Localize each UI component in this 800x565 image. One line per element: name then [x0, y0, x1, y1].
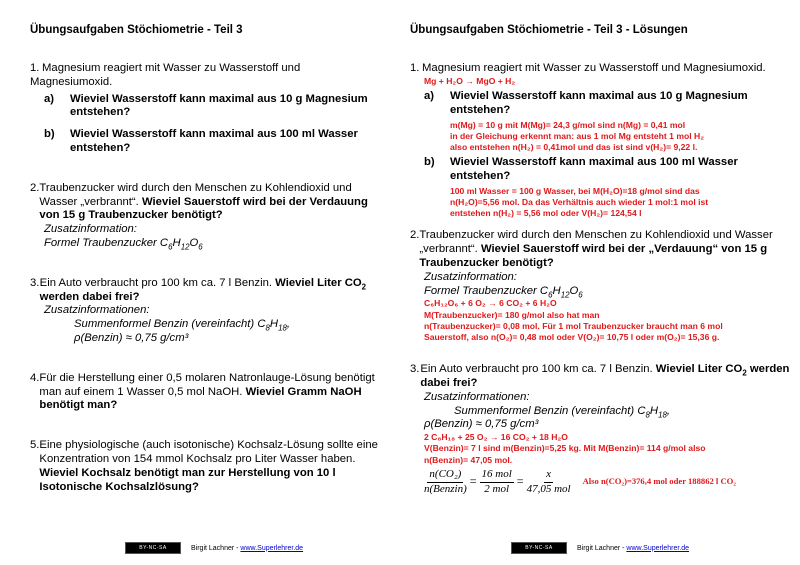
question-4: 4. Für die Herstellung einer 0,5 molaren Natronlauge-Lösung benötigt man auf einem 1 Wasser 0,5 mol NaOH. Wieviel Gramm NaOH benötigt man?: [30, 371, 375, 412]
fraction: $\frac{\text{n(CO₂)}}{\text{n(Benzin)}}$: [424, 467, 467, 495]
exercise-list: [30, 62, 385, 520]
subquestion-a: a) Wieviel Wasserstoff kann maximal aus 10 g Magnesium entstehen?: [424, 90, 748, 116]
page-title: Übungsaufgaben Stöchiometrie - Teil 3 - Lösungen: [410, 24, 688, 36]
solution-page: [400, 0, 790, 565]
subquestion-b: b) Wieviel Wasserstoff kann maximal aus 100 ml Wasser entstehen?: [44, 128, 358, 154]
question-1: 1. Magnesium reagiert mit Wasser zu Wasserstoff und Magnesiumoxid. a) Wieviel Wasserstoff kann maximal aus 10 g Magnesium entstehen? b) Wieviel Wasserstoff kann maximal aus 100 ml Wasser entstehen?: [30, 62, 385, 156]
cc-license-icon: BY-NC-SA: [125, 542, 181, 554]
subquestion-a: a) Wieviel Wasserstoff kann maximal aus 10 g Magnesium entstehen?: [44, 92, 368, 119]
question-5: 5. Eine physiologische (auch isotonische) Kochsalz-Lösung sollte eine Konzentration von 154 mmol Kochsalz pro Liter Wasser haben. Wieviel Kochsalz benötigt man zur Herstellung von 10 l Isotonische Kochsalzlösung?: [30, 439, 378, 493]
final-answer: Also n(CO₂)=376,4 mol oder 188862 l CO₂: [582, 476, 736, 487]
cc-license-icon: BY-NC-SA: [511, 542, 567, 554]
solution-3: 2 C₈H₁₈ + 25 O₂ → 16 CO₂ + 18 H₂O V(Benzin)= 7 l sind m(Benzin)=5,25 kg. Mit M(Benzin)= 114 g/mol also n(Benzin)= 47,05 mol.: [424, 432, 706, 465]
website-link[interactable]: www.Superlehrer.de: [626, 544, 690, 552]
fraction: $\frac{\text{16 mol}}{\text{2 mol}}$: [481, 467, 512, 495]
solution-b: 100 ml Wasser = 100 g Wasser, bei M(H₂O)=18 g/mol sind das n(H₂O)=5,56 mol. Da das Verhältnis auch wieder 1 mol:1 mol ist entstehen n(H₂) = 5,56 mol oder V(H₂)= 124,54 l: [450, 185, 709, 219]
solution-a: m(Mg) = 10 g mit M(Mg)= 24,3 g/mol sind n(Mg) = 0,41 mol in der Gleichung erkennt man: aus 1 mol Mg entsteht 1 mol H₂ also entstehen n(H₂) = 0,41mol und das ist sind v(H₂)= 9,22 l.: [450, 119, 705, 152]
question-1: 1. Magnesium reagiert mit Wasser zu Wasserstoff und Magnesiumoxid. Mg + H₂O → MgO + H₂ a) Wieviel Wasserstoff kann maximal aus 10 g Magnesium entstehen? m(Mg) = 10 g mit M(Mg)= 24,3 g/mol sind n(Mg) = 0,41 mol in der Gleichung erkennt man: aus 1 mol Mg entsteht 1 mol H₂ also entstehen n(H₂) = 0,41mol und das ist sind v(H₂)= 9,22 l. b) Wieviel Wasserstoff kann maximal aus 100 ml Wasser entstehen? 100 ml Wasser = 100 g Wasser, bei M(H₂O)=18 g/mol sind das n(H₂O)=5,56 mol. Da das Verhältnis auch wieder 1 mol:1 mol ist entstehen n(H₂) = 5,56 mol oder V(H₂)= 124,54 l: [410, 62, 790, 219]
fraction: $\frac{x}{\text{47,05 mol}}$: [526, 467, 571, 495]
question-3: 3. Ein Auto verbraucht pro 100 km ca. 7 l Benzin. Wieviel Liter $CO_2$ werden dabei frei? Zusatzinformationen: Summenformel Benzin (vereinfacht) $C_8H_{18}$, ρ(Benzin) ≈ 0,75 g/cm³ 2 C₈H₁₈ + 25 O₂ → 16 CO₂ + 18 H₂O V(Benzin)= 7 l sind m(Benzin)=5,25 kg. Mit M(Benzin)= 114 g/mol also n(Benzin)= 47,05 mol. $\frac{\text{n(CO₂)}}{\text{n(Benzin)}}$ = $\frac{\text{16 mol}}{\text{2 mol}}$ = $\frac{x}{\text{47,05 mol}}$ Also n(CO₂)=376,4 mol oder 188862 l CO₂: [410, 363, 790, 495]
solution-list: [410, 62, 790, 522]
question-text: Magnesium reagiert mit Wasser zu Wasserstoff und Magnesiumoxid.: [30, 62, 301, 88]
footer: BY-NC-SA Birgit Lachner - www.Superlehrer.de: [511, 542, 689, 554]
reaction-equation: Mg + H₂O → MgO + H₂: [424, 75, 516, 86]
question-2: 2. Traubenzucker wird durch den Menschen zu Kohlendioxid und Wasser „verbrannt“. Wieviel Sauerstoff wird bei der Verdauung von 15 g Traubenzucker benötigt? Zusatzinformation: Formel Traubenzucker $C_6H_{12}O_6$: [30, 181, 368, 252]
page-title: Übungsaufgaben Stöchiometrie - Teil 3: [30, 24, 243, 36]
subquestion-b: b) Wieviel Wasserstoff kann maximal aus 100 ml Wasser entstehen?: [424, 156, 738, 182]
question-3: 3. Ein Auto verbraucht pro 100 km ca. 7 l Benzin. Wieviel Liter $CO_2$ werden dabei frei? Zusatzinformationen: Summenformel Benzin (vereinfacht) $C_8H_{18}$, ρ(Benzin) ≈ 0,75 g/cm³: [30, 276, 367, 344]
exercise-page: [0, 0, 390, 565]
website-link[interactable]: www.Superlehrer.de: [240, 544, 304, 552]
solution-2: C₆H₁₂O₆ + 6 O₂ → 6 CO₂ + 6 H₂O M(Traubenzucker)= 180 g/mol also hat man n(Traubenzucker)= 0,08 mol. Für 1 mol Traubenzucker braucht man 6 mol Sauerstoff, also n(O₂)= 0,48 mol oder V(O₂)= 10,75 l oder m(O₂)= 15,36 g.: [424, 298, 723, 342]
footer: BY-NC-SA Birgit Lachner - www.Superlehrer.de: [125, 542, 303, 554]
proportion-equation: $\frac{\text{n(CO₂)}}{\text{n(Benzin)}}$ = $\frac{\text{16 mol}}{\text{2 mol}}$ = $\frac{x}{\text{47,05 mol}}$ Also n(CO₂)=376,4 mol oder 188862 l CO₂: [424, 467, 736, 495]
question-2: 2. Traubenzucker wird durch den Menschen zu Kohlendioxid und Wasser „verbrannt“. Wieviel Sauerstoff wird bei der „Verdauung“ von 15 g Traubenzucker benötigt? Zusatzinformation: Formel Traubenzucker $C_6H_{12}O_6$ C₆H₁₂O₆ + 6 O₂ → 6 CO₂ + 6 H₂O M(Traubenzucker)= 180 g/mol also hat man n(Traubenzucker)= 0,08 mol. Für 1 mol Traubenzucker braucht man 6 mol Sauerstoff, also n(O₂)= 0,48 mol oder V(O₂)= 10,75 l oder m(O₂)= 15,36 g.: [410, 229, 790, 343]
